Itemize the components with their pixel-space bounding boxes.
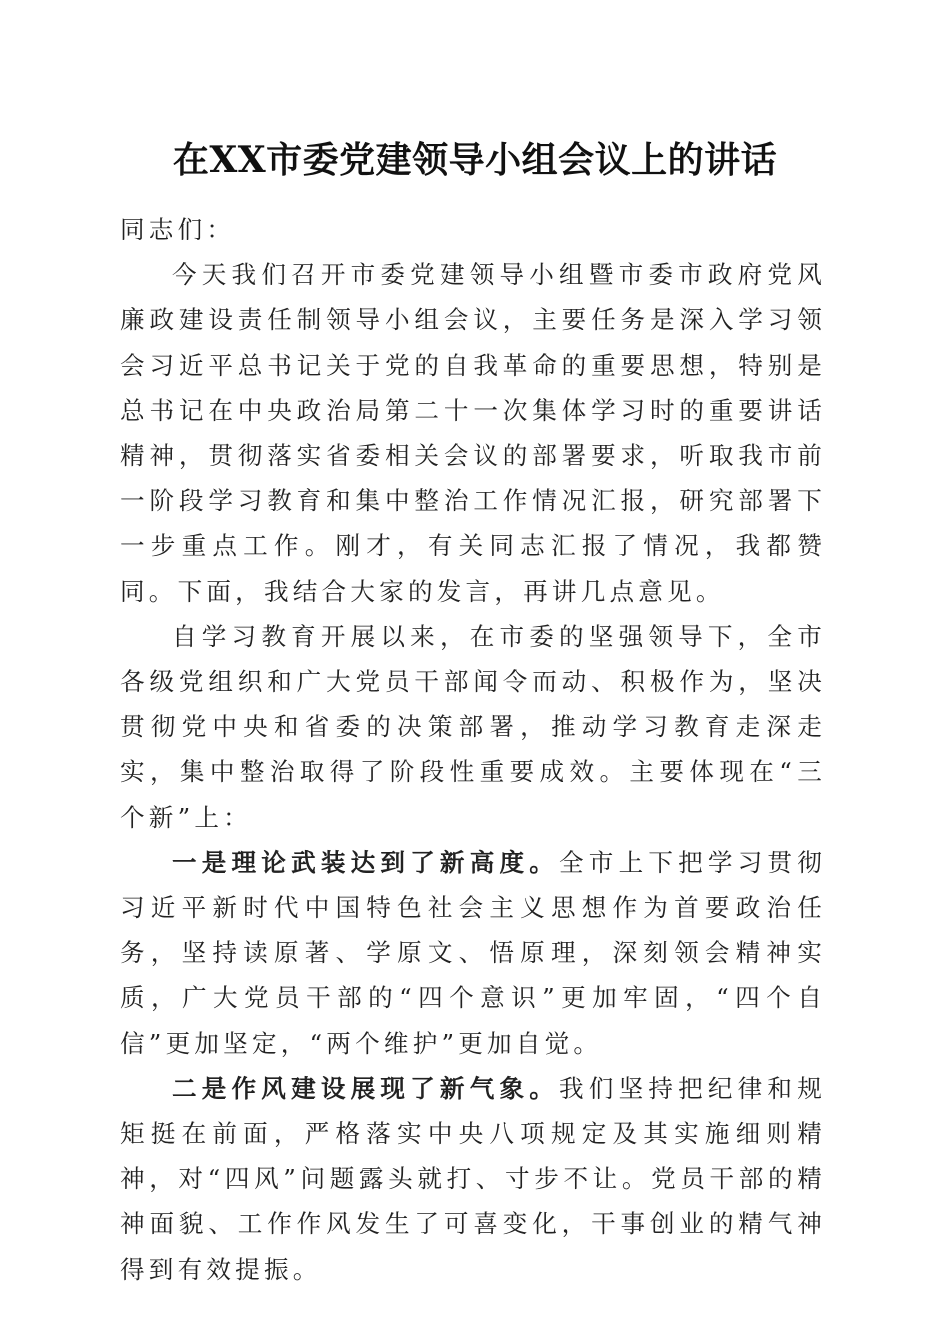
- paragraph: [120, 252, 826, 614]
- salutation: 同志们：: [120, 215, 236, 244]
- paragraph-text: 我们坚持把纪律和规矩挺在前面，严格落实中央八项规定及其实施细则精神，对“四风”问题露头就打、寸步不让。党员干部的精神面貌、工作作风发生了可喜变化，干事创业的精气神得到有效提振。: [120, 1073, 826, 1284]
- paragraph: [120, 840, 826, 1066]
- document-title: 在XX市委党建领导小组会议上的讲话: [172, 139, 778, 181]
- paragraph-lead: 二是作风建设展现了新气象。: [172, 1073, 560, 1103]
- paragraph-lead: 一是理论武装达到了新高度。: [172, 847, 560, 877]
- paragraph: [120, 614, 826, 840]
- paragraph-text: 自学习教育开展以来，在市委的坚强领导下，全市各级党组织和广大党员干部闻令而动、积极作为，坚决贯彻党中央和省委的决策部署，推动学习教育走深走实，集中整治取得了阶段性重要成效。主要体现在“三个新”上：: [120, 621, 826, 832]
- paragraph-text: 全市上下把学习贯彻习近平新时代中国特色社会主义思想作为首要政治任务，坚持读原著、学原文、悟原理，深刻领会精神实质，广大党员干部的“四个意识”更加牢固，“四个自信”更加坚定，“两个维护”更加自觉。: [120, 847, 826, 1058]
- document-body: [120, 197, 826, 1292]
- paragraph: [120, 1066, 826, 1292]
- paragraph-text: 今天我们召开市委党建领导小组暨市委市政府党风廉政建设责任制领导小组会议，主要任务是深入学习领会习近平总书记关于党的自我革命的重要思想，特别是总书记在中央政治局第二十一次集体学习时的重要讲话精神，贯彻落实省委相关会议的部署要求，听取我市前一阶段学习教育和集中整治工作情况汇报，研究部署下一步重点工作。刚才，有关同志汇报了情况，我都赞同。下面，我结合大家的发言，再讲几点意见。: [120, 260, 826, 606]
